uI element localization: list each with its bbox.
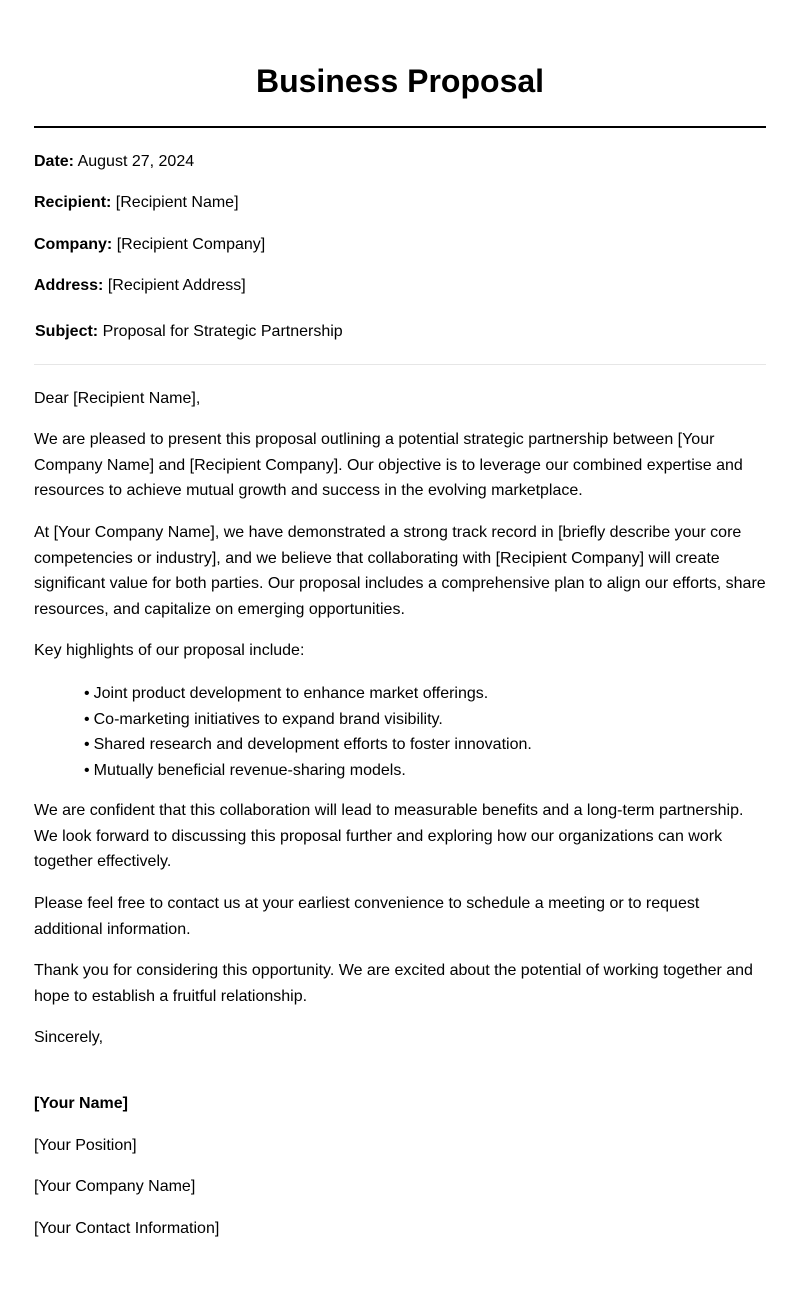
company-value: [Recipient Company]	[116, 236, 266, 253]
address-label: Address:	[34, 277, 104, 294]
list-item: • Mutually beneficial revenue-sharing models.	[84, 761, 406, 779]
signature-company: [Your Company Name]	[34, 1178, 196, 1195]
document-title: Business Proposal	[255, 63, 545, 99]
date-value: August 27, 2024	[77, 153, 195, 170]
bullet-icon: •	[84, 761, 90, 779]
thanks-paragraph: Thank you for considering this opportunity. We are excited about the potential of working together and hope to establish a fruitful relationship.	[34, 962, 753, 1005]
highlights-intro: Key highlights of our proposal include:	[34, 642, 305, 659]
highlights-list	[84, 681, 532, 783]
bullet-icon: •	[84, 710, 90, 728]
list-item: • Co-marketing initiatives to expand brand visibility.	[84, 710, 443, 728]
subject-line	[35, 322, 343, 342]
contact-paragraph: Please feel free to contact us at your earliest convenience to schedule a meeting or to request additional information.	[34, 895, 700, 938]
signature-contact: [Your Contact Information]	[34, 1220, 220, 1237]
subject-label: Subject:	[35, 323, 99, 340]
list-item: • Joint product development to enhance market offerings.	[84, 685, 489, 702]
signoff: Sincerely,	[34, 1029, 104, 1046]
recipient-line	[34, 193, 239, 213]
company-line	[34, 235, 265, 255]
recipient-value: [Recipient Name]	[115, 194, 239, 211]
list-item: • Shared research and development efforts to foster innovation.	[84, 736, 532, 754]
recipient-label: Recipient:	[34, 194, 112, 211]
header-divider	[34, 364, 766, 365]
date-line	[34, 152, 194, 172]
salutation: Dear [Recipient Name],	[34, 390, 201, 407]
subject-value: Proposal for Strategic Partnership	[102, 323, 343, 340]
signature-position: [Your Position]	[34, 1137, 137, 1154]
date-label: Date:	[34, 153, 75, 170]
confidence-paragraph: We are confident that this collaboration will lead to measurable benefits and a long-term partnership. We look forward to discussing this proposal further and exploring how our organizations can work together effectively.	[34, 802, 744, 871]
proposal-document	[34, 0, 766, 1237]
signature-name: [Your Name]	[34, 1095, 128, 1112]
company-label: Company:	[34, 236, 113, 253]
address-line	[34, 276, 246, 296]
address-value: [Recipient Address]	[107, 277, 246, 294]
intro-paragraph: We are pleased to present this proposal outlining a potential strategic partnership between [Your Company Name] and [Recipient Company]. Our objective is to leverage our combined expertise and resources to achieve mutual growth and success in the evolving marketplace.	[34, 431, 743, 500]
background-paragraph: At [Your Company Name], we have demonstrated a strong track record in [briefly describe your core competencies or industry], and we believe that collaborating with [Recipient Company] will create significant value for both parties. Our proposal includes a comprehensive plan to align our efforts, share resources, and capitalize on emerging opportunities.	[34, 524, 766, 618]
bullet-icon: •	[84, 685, 90, 702]
title-divider	[34, 126, 766, 128]
bullet-icon: •	[84, 736, 90, 754]
